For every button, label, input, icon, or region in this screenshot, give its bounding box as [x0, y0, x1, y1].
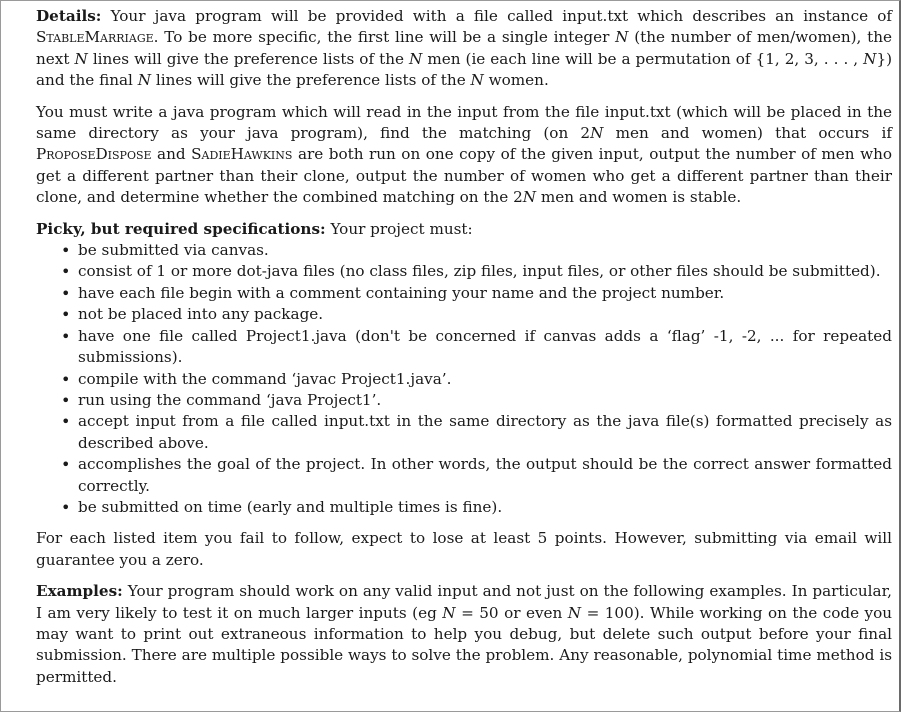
requirements-heading: Picky, but required specifications: [36, 219, 326, 238]
list-item: • be submitted via canvas. [78, 240, 892, 261]
list-item: • accept input from a file called input.txt in the same directory as the java file(s) formatted precisely as described above. [78, 411, 892, 454]
list-item: • have each file begin with a comment containing your name and the project number. [78, 283, 892, 304]
list-item: • consist of 1 or more dot-java files (no class files, zip files, input files, or other files should be submitted). [78, 261, 892, 282]
list-item: • accomplishes the goal of the project. In other words, the output should be the correct answer formatted correctly. [78, 454, 892, 497]
list-item: • not be placed into any package. [78, 304, 892, 325]
list-item: • compile with the command ‘javac Project1.java’. [78, 369, 892, 390]
list-item: • be submitted on time (early and multiple times is fine). [78, 497, 892, 518]
algorithm-propose-dispose: ProposeDispose [36, 145, 152, 164]
requirements-intro: Picky, but required specifications: Your project must: [36, 219, 473, 238]
requirements-list [36, 240, 892, 518]
examples-paragraph: Examples: Your program should work on any valid input and not just on the following examples. In particular, I am very likely to test it on much larger inputs (eg N = 50 or even N = 100). While working on the code you may want to print out extraneous information to help you debug, but delete such output before your final submission. There are multiple possible ways to solve the problem. Any reasonable, polynomial time method is permitted. [36, 582, 893, 686]
details-heading: Details: [36, 7, 102, 25]
examples-heading: Examples: [36, 582, 123, 601]
list-item: • run using the command ‘java Project1’. [78, 390, 892, 411]
task-paragraph: You must write a java program which will read in the input from the file input.txt (which will be placed in the same directory as your java program), find the matching (on 2N men and women) that occurs if ProposeDispose and SadieHawkins are both run on one copy of the given input, output the number of men who get a different partner than their clone, output the number of women who get a different partner than their clone, and determine whether the combined matching on the 2N men and women is stable. [36, 102, 892, 207]
list-item: • have one file called Project1.java (don't be concerned if canvas adds a ‘flag’ -1, -2, ... for repeated submissions). [78, 326, 892, 369]
details-paragraph: Details: Your java program will be provided with a file called input.txt which describes an instance of StableMarriage. To be more specific, the first line will be a single integer N (the number of men/women), the next N lines will give the preference lists of the N men (ie each line will be a permutation of {1, 2, 3, . . . , N}) and the final N lines will give the preference lists of the N women. [36, 7, 893, 90]
problem-name: StableMarriage [36, 28, 154, 47]
algorithm-sadie-hawkins: SadieHawkins [191, 145, 293, 164]
penalty-paragraph: For each listed item you fail to follow, expect to lose at least 5 points. However, submitting via email will guarantee you a zero. [36, 529, 892, 569]
